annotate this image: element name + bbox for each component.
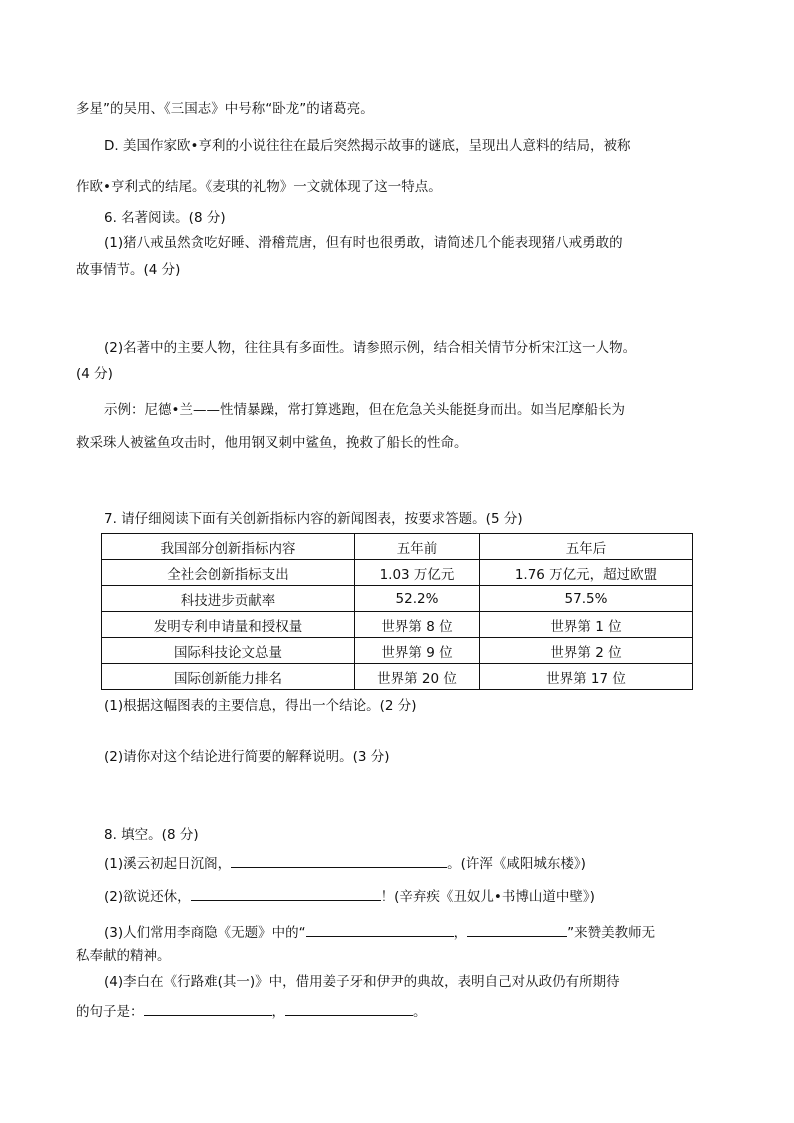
table-header-cell: 五年后 [480, 534, 693, 560]
table-cell: 世界第 9 位 [355, 638, 480, 664]
table-row [102, 586, 693, 612]
answer-blank[interactable] [191, 888, 381, 901]
question-6-1-line-2: 故事情节。(4 分) [76, 262, 181, 278]
question-7-2: (2)请你对这个结论进行简要的解释说明。(3 分) [104, 749, 390, 765]
table-cell: 52.2% [355, 586, 480, 612]
question-8-4-prompt: 的句子是： [76, 1004, 144, 1020]
question-8-2-prompt: (2)欲说还休， [104, 889, 191, 905]
period: 。 [413, 1004, 427, 1020]
table-cell: 国际科技论文总量 [102, 638, 355, 664]
question-8-3-line-1 [104, 924, 655, 941]
answer-blank[interactable] [231, 855, 447, 868]
table-row [102, 612, 693, 638]
question-8-2-source: ！(辛弃疾《丑奴儿•书博山道中壁》) [380, 889, 595, 905]
question-6-1-line-1: (1)猪八戒虽然贪吃好睡、滑稽荒唐，但有时也很勇敢，请简述几个能表现猪八戒勇敢的 [104, 235, 623, 251]
answer-blank[interactable] [285, 1003, 413, 1016]
table-row [102, 560, 693, 586]
innovation-index-table [101, 533, 693, 690]
table-header-cell: 五年前 [355, 534, 480, 560]
question-8-1-prompt: (1)溪云初起日沉阁， [104, 856, 232, 872]
option-d-line-2: 作欧•亨利式的结尾。《麦琪的礼物》一文就体现了这一特点。 [76, 179, 442, 195]
question-8-1-source: 。(许浑《咸阳城东楼》) [447, 856, 586, 872]
table-header-row [102, 534, 693, 560]
table-cell: 世界第 2 位 [480, 638, 693, 664]
answer-blank[interactable] [467, 924, 567, 937]
question-8-title: 8. 填空。(8 分) [104, 827, 199, 843]
question-6-2-line-2: (4 分) [76, 366, 113, 382]
question-6-2-line-1: (2)名著中的主要人物，往往具有多面性。请参照示例，结合相关情节分析宋江这一人物。 [104, 340, 637, 356]
question-7-1: (1)根据这幅图表的主要信息，得出一个结论。(2 分) [104, 698, 417, 714]
question-8-3-prompt: (3)人们常用李商隐《无题》中的“ [104, 925, 306, 941]
example-line-1: 示例：尼德•兰——性情暴躁，常打算逃跑，但在危急关头能挺身而出。如当尼摩船长为 [104, 402, 625, 418]
example-line-2: 救采珠人被鲨鱼攻击时，他用钢叉刺中鲨鱼，挽救了船长的性命。 [76, 435, 468, 451]
comma: ， [271, 1004, 285, 1020]
question-8-3-line-2: 私奉献的精神。 [76, 948, 171, 964]
question-8-1 [104, 855, 586, 872]
question-8-2 [104, 888, 595, 905]
table-cell: 世界第 17 位 [480, 664, 693, 690]
answer-blank[interactable] [306, 924, 454, 937]
question-8-4-line-2 [76, 1003, 427, 1020]
table-cell: 全社会创新指标支出 [102, 560, 355, 586]
table-cell: 国际创新能力排名 [102, 664, 355, 690]
option-d-line-1: D. 美国作家欧•亨利的小说往往在最后突然揭示故事的谜底，呈现出人意料的结局，被称 [104, 138, 631, 154]
table-cell: 世界第 8 位 [355, 612, 480, 638]
table-cell: 发明专利申请量和授权量 [102, 612, 355, 638]
table-row [102, 664, 693, 690]
table-cell: 1.76 万亿元，超过欧盟 [480, 560, 693, 586]
table-cell: 世界第 1 位 [480, 612, 693, 638]
table-cell: 1.03 万亿元 [355, 560, 480, 586]
question-8-4-line-1: (4)李白在《行路难(其一)》中，借用姜子牙和伊尹的典故，表明自己对从政仍有所期待 [104, 974, 620, 990]
question-7-title: 7. 请仔细阅读下面有关创新指标内容的新闻图表，按要求答题。(5 分) [104, 511, 523, 527]
question-8-3-tail: ”来赞美教师无 [567, 925, 656, 941]
question-6-title: 6. 名著阅读。(8 分) [104, 210, 226, 226]
text-line: 多星”的吴用、《三国志》中号称“卧龙”的诸葛亮。 [76, 101, 374, 117]
table-cell: 57.5% [480, 586, 693, 612]
comma: ， [453, 925, 468, 941]
table-cell: 世界第 20 位 [355, 664, 480, 690]
table-header-cell: 我国部分创新指标内容 [102, 534, 355, 560]
answer-blank[interactable] [144, 1003, 272, 1016]
table-cell: 科技进步贡献率 [102, 586, 355, 612]
table-row [102, 638, 693, 664]
